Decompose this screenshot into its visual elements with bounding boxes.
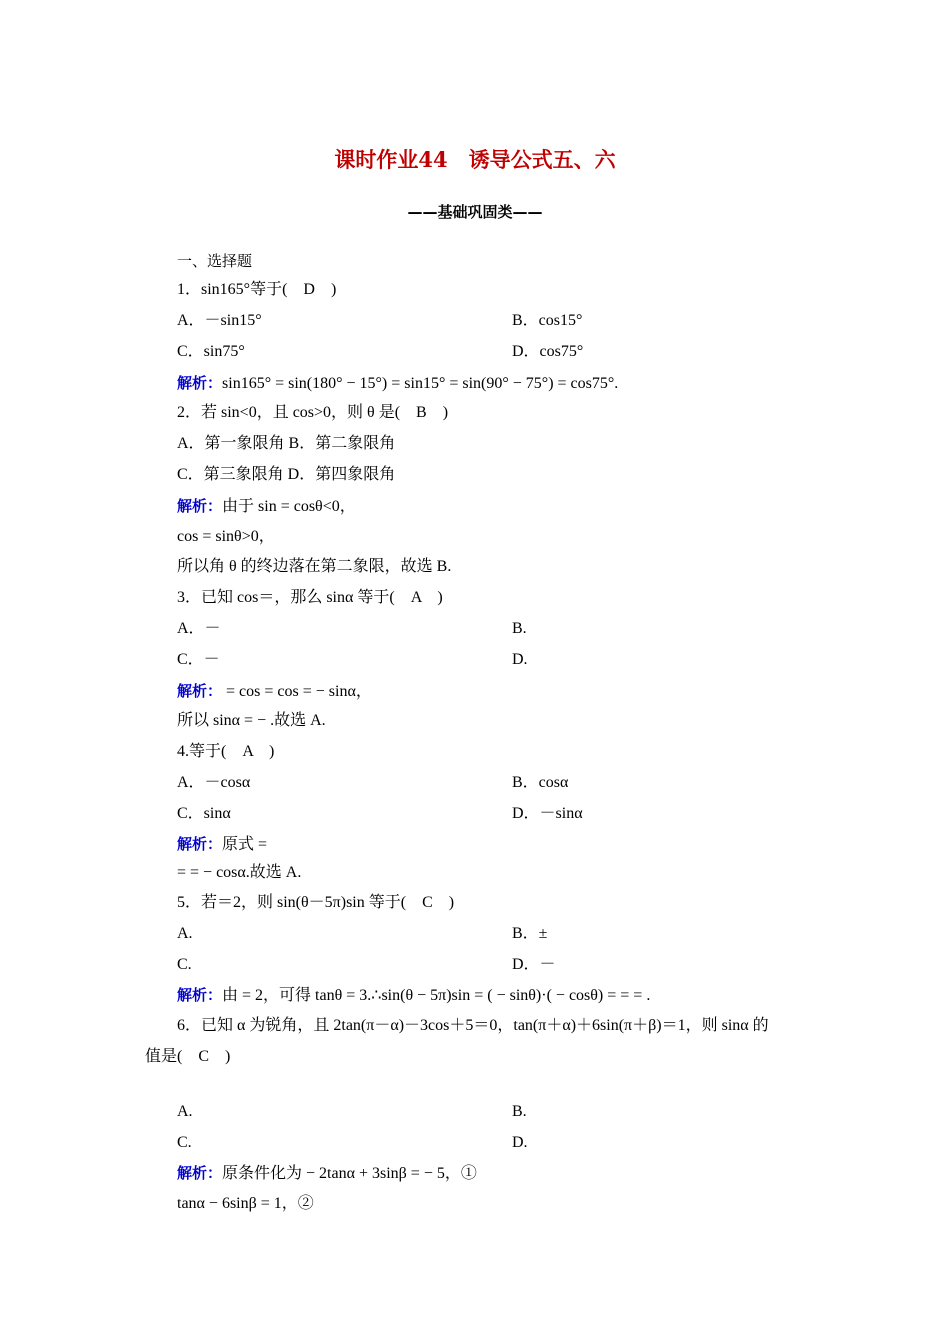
analysis-label: 解析： <box>177 835 223 853</box>
question-1-option-c: C．sin75° <box>177 343 245 360</box>
question-4-option-d: D．－sinα <box>512 805 583 822</box>
question-3-option-d: D. <box>512 651 528 668</box>
question-6-option-c: C. <box>177 1134 192 1151</box>
question-3-analysis-line-2: 所以 sinα = − .故选 A. <box>177 712 326 729</box>
question-6-option-d: D. <box>512 1134 528 1151</box>
section-heading: 一、选择题 <box>177 252 253 270</box>
question-4-option-c: C．sinα <box>177 805 231 822</box>
question-4-analysis-line-2: = = − cosα.故选 A. <box>177 864 302 881</box>
question-2-analysis-line-3: 所以角 θ 的终边落在第二象限，故选 B. <box>177 558 452 575</box>
question-2-analysis <box>177 495 356 518</box>
question-1-stem: 1．sin165°等于( D ) <box>177 281 337 298</box>
question-4-analysis <box>177 833 267 856</box>
question-4-option-a: A．－cosα <box>177 774 251 791</box>
analysis-label: 解析： <box>177 1164 223 1182</box>
question-2-stem: 2．若 sin<0，且 cos>0，则 θ 是( B ) <box>177 404 449 421</box>
question-6-option-a: A. <box>177 1103 193 1120</box>
analysis-label: 解析： <box>177 682 223 700</box>
question-1-option-b: B．cos15° <box>512 312 583 329</box>
question-4-option-b: B．cosα <box>512 774 569 791</box>
section-subtitle: ——基础巩固类—— <box>407 203 543 221</box>
question-6-option-b: B. <box>512 1103 527 1120</box>
question-6-analysis <box>177 1162 477 1185</box>
question-5-option-b: B．± <box>512 925 548 942</box>
question-3-option-c: C．－ <box>177 651 220 668</box>
question-3-option-b: B. <box>512 620 527 637</box>
question-5-option-a: A. <box>177 925 193 942</box>
question-5-option-d: D．－ <box>512 956 556 973</box>
question-6-stem-line-2: 值是( C ) <box>145 1048 231 1065</box>
question-2-options-cd: C．第三象限角 D．第四象限角 <box>177 466 396 483</box>
page-title: 课时作业44 诱导公式五、六 <box>334 147 616 172</box>
question-4-stem: 4.等于( A ) <box>177 743 275 760</box>
analysis-text: sin165° = sin(180° − 15°) = sin15° = sin(90° − 75°) = cos75°. <box>222 375 619 392</box>
question-6-analysis-line-2: tanα − 6sinβ = 1，② <box>177 1195 314 1212</box>
question-2-analysis-line-2: cos = sinθ>0， <box>177 528 275 545</box>
analysis-text: 由 = 2，可得 tanθ = 3.∴sin(θ − 5π)sin = ( − sinθ)·( − cosθ) = = = . <box>222 987 651 1004</box>
analysis-text: 由于 sin = cosθ<0， <box>222 498 356 515</box>
question-1-option-a: A．－sin15° <box>177 312 262 329</box>
analysis-text: 原式 = <box>222 836 268 853</box>
analysis-label: 解析： <box>177 986 223 1004</box>
question-5-stem: 5．若＝2，则 sin(θ－5π)sin 等于( C ) <box>177 894 455 911</box>
question-3-analysis <box>177 680 372 703</box>
analysis-label: 解析： <box>177 497 223 515</box>
question-1-option-d: D．cos75° <box>512 343 584 360</box>
analysis-label: 解析： <box>177 374 223 392</box>
question-1-analysis <box>177 372 618 395</box>
question-3-stem: 3．已知 cos＝，那么 sinα 等于( A ) <box>177 589 443 606</box>
question-2-options-ab: A．第一象限角 B．第二象限角 <box>177 435 396 452</box>
analysis-text: 原条件化为 − 2tanα + 3sinβ = − 5，① <box>222 1165 477 1182</box>
question-3-option-a: A．－ <box>177 620 221 637</box>
analysis-text: = cos = cos = − sinα， <box>222 683 372 700</box>
question-5-option-c: C. <box>177 956 192 973</box>
question-5-analysis <box>177 984 650 1007</box>
question-6-stem: 6．已知 α 为锐角，且 2tan(π－α)－3cos＋5＝0，tan(π＋α)＋6sin(π＋β)＝1，则 sinα 的 <box>177 1017 769 1034</box>
